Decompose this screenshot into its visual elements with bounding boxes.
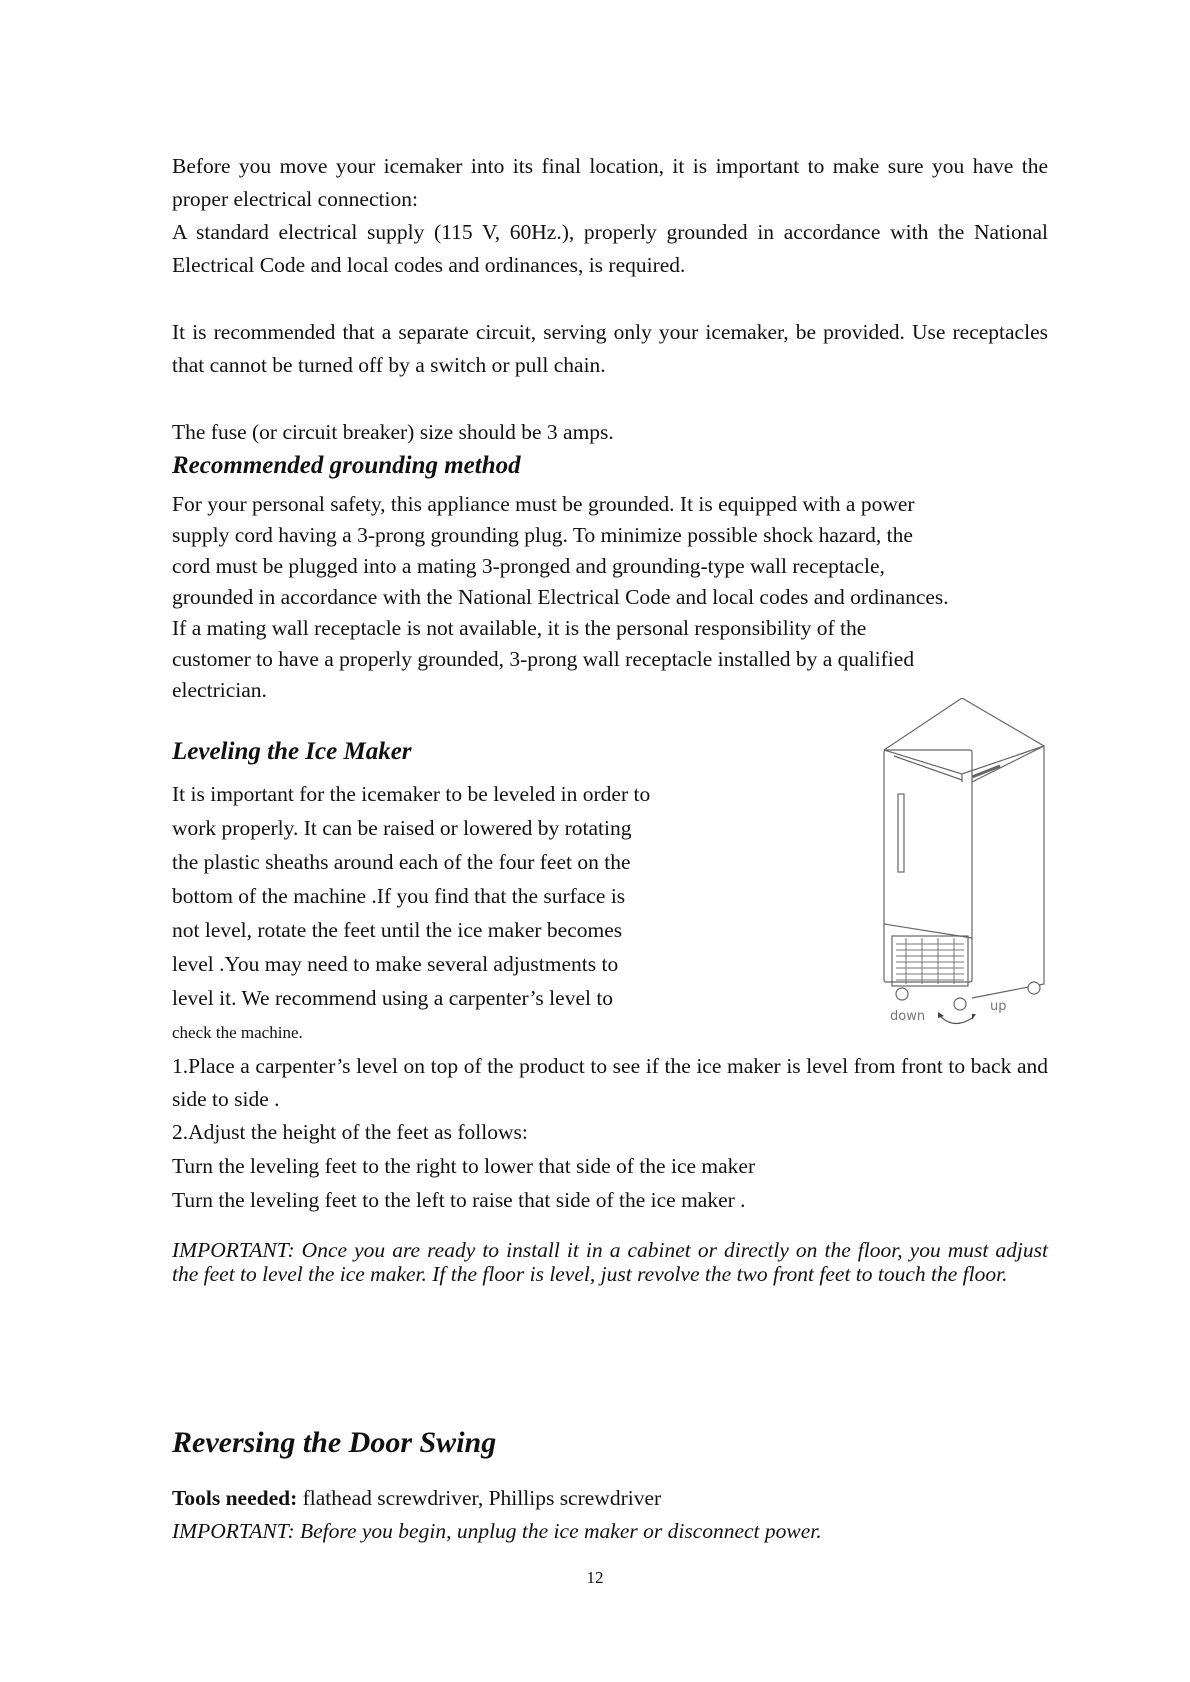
grounding-line: customer to have a properly grounded, 3-prong wall receptacle installed by a qualified bbox=[172, 647, 915, 671]
leveling-line: not level, rotate the feet until the ice maker becomes bbox=[172, 918, 623, 942]
page-number: 12 bbox=[586, 1568, 604, 1587]
figure-label-up: up bbox=[990, 999, 1007, 1014]
tools-needed bbox=[172, 1482, 1048, 1515]
door-swing-heading: Reversing the Door Swing bbox=[172, 1426, 497, 1459]
intro-paragraph-2: A standard electrical supply (115 V, 60Hz.), properly grounded in accordance with the National Electrical Code and local codes and ordinances, is required. bbox=[172, 220, 1048, 277]
grounding-heading: Recommended grounding method bbox=[172, 452, 521, 479]
grounding-line: cord must be plugged into a mating 3-pronged and grounding-type wall receptacle, bbox=[172, 554, 885, 578]
leveling-step-1: 1.Place a carpenter’s level on top of the product to see if the ice maker is level from front to back and side to side . bbox=[172, 1054, 1048, 1111]
grounding-line: grounded in accordance with the National Electrical Code and local codes and ordinances. bbox=[172, 585, 949, 609]
grounding-line: For your personal safety, this appliance must be grounded. It is equipped with a power bbox=[172, 492, 915, 516]
leveling-turn-left: Turn the leveling feet to the left to raise that side of the ice maker . bbox=[172, 1188, 746, 1212]
leveling-line: It is important for the icemaker to be leveled in order to bbox=[172, 782, 651, 806]
tools-needed-value: flathead screwdriver, Phillips screwdriver bbox=[297, 1486, 662, 1510]
leveling-line: level it. We recommend using a carpenter’s level to bbox=[172, 986, 614, 1010]
intro-paragraph-4: The fuse (or circuit breaker) size should be 3 amps. bbox=[172, 420, 614, 444]
leveling-heading: Leveling the Ice Maker bbox=[172, 738, 412, 765]
leveling-line: the plastic sheaths around each of the four feet on the bbox=[172, 850, 631, 874]
leveling-line: bottom of the machine .If you find that the surface is bbox=[172, 884, 626, 908]
leveling-important-note: IMPORTANT: Once you are ready to install it in a cabinet or directly on the floor, you must adjust the feet to level the ice maker. If the floor is level, just revolve the two front feet to touch the floor. bbox=[172, 1238, 1048, 1286]
grounding-line: electrician. bbox=[172, 678, 267, 702]
tools-needed-label: Tools needed: bbox=[172, 1486, 298, 1510]
leveling-line: level .You may need to make several adjustments to bbox=[172, 952, 619, 976]
grounding-line: If a mating wall receptacle is not available, it is the personal responsibility of the bbox=[172, 616, 867, 640]
door-swing-important-note: IMPORTANT: Before you begin, unplug the ice maker or disconnect power. bbox=[172, 1519, 822, 1543]
leveling-turn-right: Turn the leveling feet to the right to lower that side of the ice maker bbox=[172, 1154, 756, 1178]
figure-label-down: down bbox=[890, 1009, 926, 1024]
leveling-step-2: 2.Adjust the height of the feet as follows: bbox=[172, 1120, 528, 1144]
leveling-small-line: check the machine. bbox=[172, 1023, 303, 1042]
leveling-line: work properly. It can be raised or lowered by rotating bbox=[172, 816, 632, 840]
intro-paragraph-1: Before you move your icemaker into its final location, it is important to make sure you have the proper electrical connection: bbox=[172, 154, 1048, 211]
ice-maker-figure bbox=[872, 698, 1052, 1058]
intro-paragraph-3: It is recommended that a separate circuit, serving only your icemaker, be provided. Use receptacles that cannot be turned off by a switch or pull chain. bbox=[172, 320, 1048, 377]
grounding-line: supply cord having a 3-prong grounding plug. To minimize possible shock hazard, the bbox=[172, 523, 913, 547]
